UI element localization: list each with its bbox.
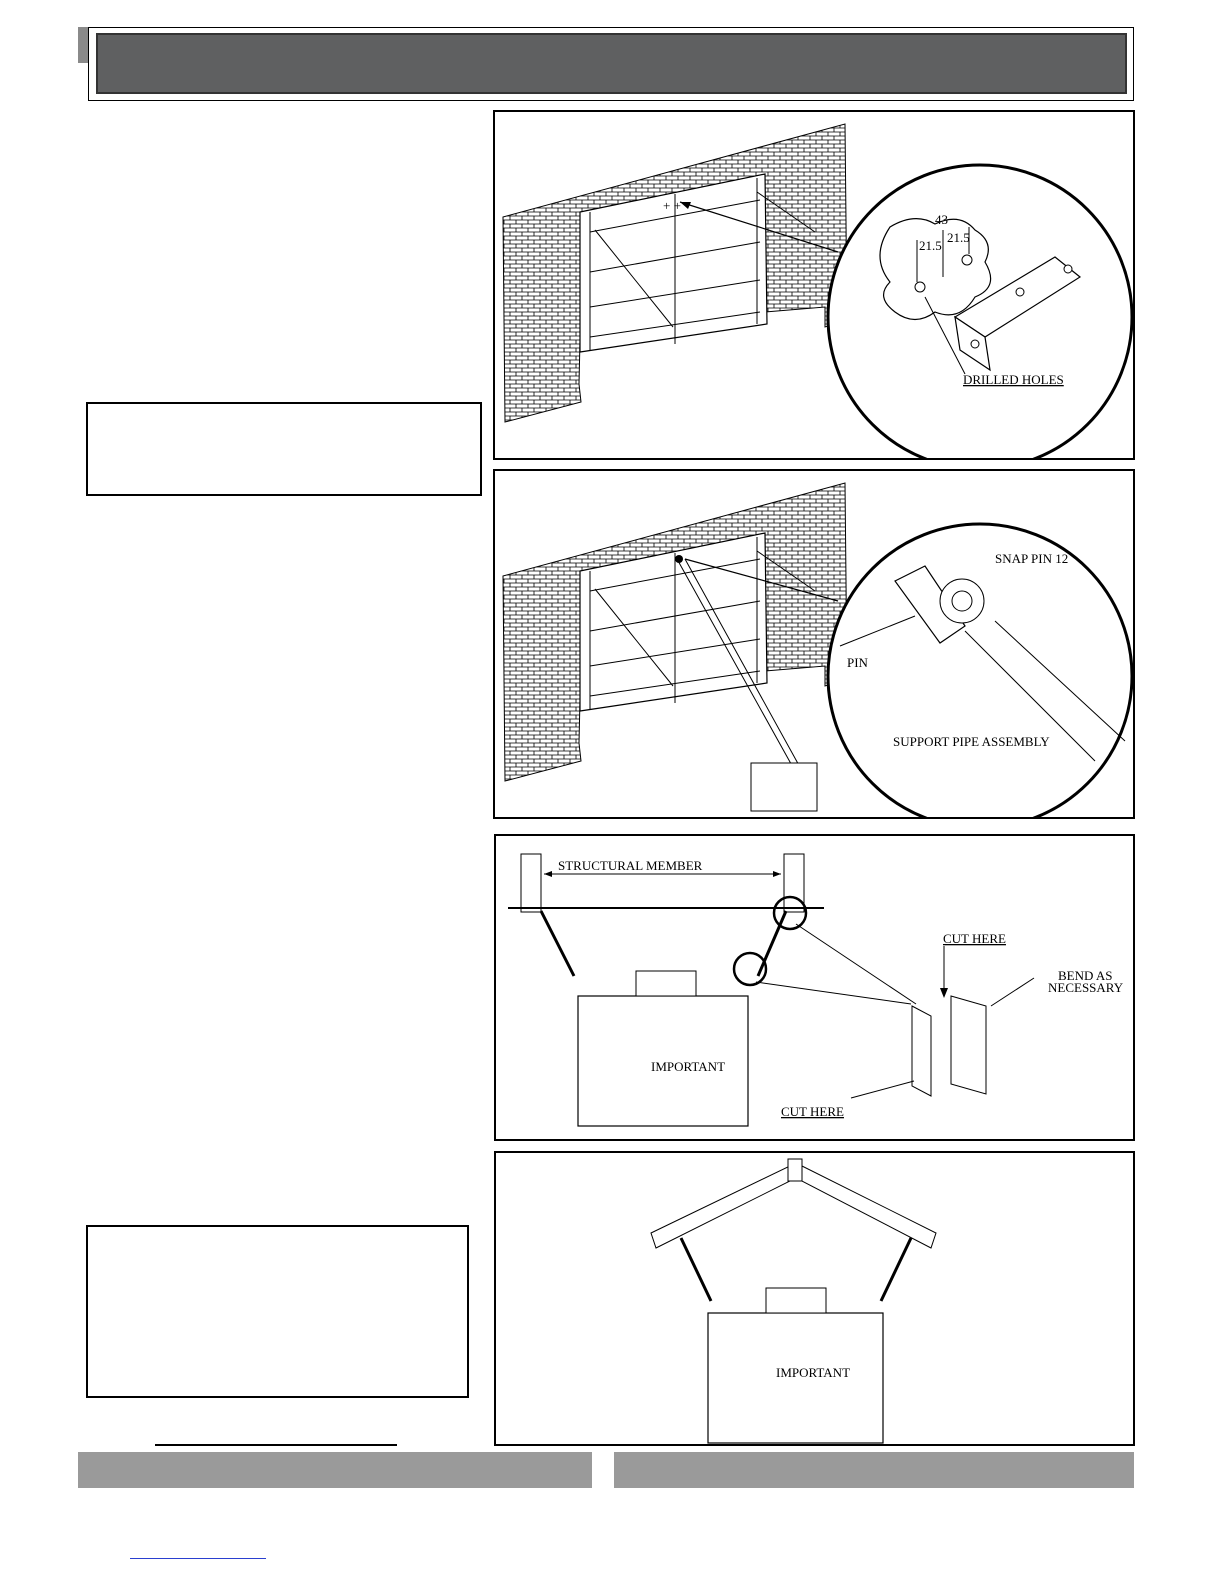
figure-2-drawing [495,471,1135,819]
label-cut-here-bottom: CUT HERE [781,1104,844,1119]
label-structural-member: STRUCTURAL MEMBER [558,858,703,873]
dim-left: 21.5 [919,238,942,253]
opener-label-important-4: IMPORTANT [776,1365,851,1380]
figure-1-drawing [495,112,1135,460]
dim-total: 43 [935,212,948,227]
note-box-top [86,402,482,496]
footer-bar-right [614,1452,1134,1488]
label-support-pipe-assembly: SUPPORT PIPE ASSEMBLY [893,734,1050,749]
figure-structural-member [494,834,1135,1141]
dim-right: 21.5 [947,230,970,245]
opener-label-important: IMPORTANT [651,1059,726,1074]
label-bend-as: BEND AS [1058,968,1113,983]
label-drilled-holes: DRILLED HOLES [963,372,1064,387]
figure-drilled-holes [493,110,1135,460]
figure-support-pipe [493,469,1135,819]
figure-3-drawing [496,836,1135,1141]
label-snap-pin: SNAP PIN 12 [995,551,1069,566]
footer-divider [155,1444,397,1446]
figure-truss-mount [494,1151,1135,1446]
label-cut-here-top: CUT HERE [943,931,1006,946]
figure-4-drawing [496,1153,1135,1446]
label-pin: PIN [847,655,868,670]
footer-bar-left [78,1452,592,1488]
note-box-bottom [86,1225,469,1398]
svg-text:+ +: + + [663,198,681,213]
page-link-underline [130,1558,266,1559]
page-header-banner [96,33,1127,94]
label-necessary: NECESSARY [1048,980,1124,995]
